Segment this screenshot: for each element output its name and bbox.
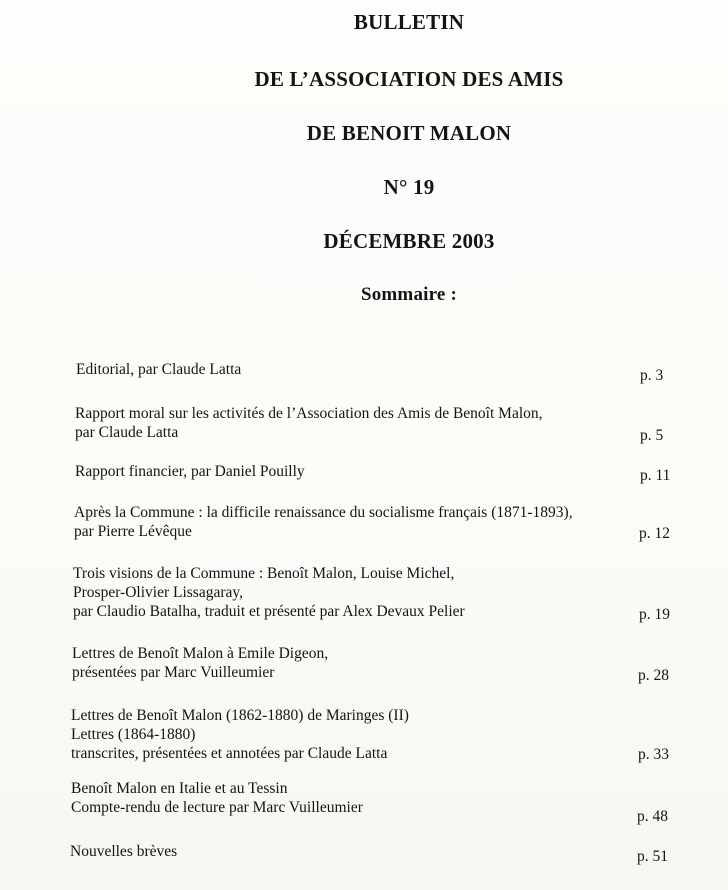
issue-date: DÉCEMBRE 2003 <box>323 229 495 253</box>
toc-entry-line: Rapport moral sur les activités de l’Association des Amis de Benoît Malon, <box>75 405 543 422</box>
toc-entry-line: transcrites, présentées et annotées par Claude Latta <box>71 745 388 762</box>
toc-entry-line: Editorial, par Claude Latta <box>76 361 242 378</box>
toc-page-number: p. 5 <box>640 427 664 444</box>
toc-entry <box>70 842 177 861</box>
bulletin-title: BULLETIN <box>353 10 465 34</box>
toc-entry <box>71 706 409 763</box>
toc-entry <box>75 404 543 442</box>
toc-entry <box>74 503 573 541</box>
toc-entry-line: Prosper-Olivier Lissagaray, <box>73 584 243 601</box>
toc-page-number: p. 51 <box>637 848 668 865</box>
toc-entry <box>71 779 363 817</box>
toc-entry-line: Lettres de Benoît Malon (1862-1880) de Maringes (II) <box>71 707 409 724</box>
toc-page-number: p. 12 <box>639 525 670 542</box>
toc-entry-line: Lettres (1864-1880) <box>71 726 196 743</box>
issue-number: N° 19 <box>383 175 435 199</box>
toc-page-number: p. 3 <box>640 367 664 384</box>
association-title: DE L’ASSOCIATION DES AMIS <box>254 67 564 91</box>
toc-entry-line: Lettres de Benoît Malon à Emile Digeon, <box>72 645 329 662</box>
toc-entry-line: Benoît Malon en Italie et au Tessin <box>71 780 288 797</box>
toc-entry-line: Rapport financier, par Daniel Pouilly <box>75 463 305 480</box>
toc-entry-line: présentées par Marc Vuilleumier <box>72 664 275 681</box>
association-name: DE BENOIT MALON <box>306 121 512 145</box>
toc-page-number: p. 11 <box>640 467 671 484</box>
toc-entry-line: Après la Commune : la difficile renaissance du socialisme français (1871-1893), <box>74 504 573 521</box>
toc-entry-line: Compte-rendu de lecture par Marc Vuilleumier <box>71 799 363 816</box>
sommaire-heading: Sommaire : <box>360 284 458 305</box>
toc-page-number: p. 48 <box>637 808 668 825</box>
toc-page-number: p. 33 <box>638 746 669 763</box>
toc-page-number: p. 19 <box>639 606 670 623</box>
toc-entry-line: par Claudio Batalha, traduit et présenté par Alex Devaux Pelier <box>73 603 465 620</box>
toc-entry-line: par Claude Latta <box>75 424 179 441</box>
toc-entry <box>76 360 241 379</box>
toc-entry <box>72 644 328 682</box>
toc-entry-line: Nouvelles brèves <box>70 843 178 860</box>
toc-page-number: p. 28 <box>638 667 669 684</box>
toc-entry-line: par Pierre Lévêque <box>74 523 192 540</box>
toc-entry <box>75 462 305 481</box>
toc-entry-line: Trois visions de la Commune : Benoît Malon, Louise Michel, <box>73 565 455 582</box>
toc-entry <box>73 564 465 621</box>
